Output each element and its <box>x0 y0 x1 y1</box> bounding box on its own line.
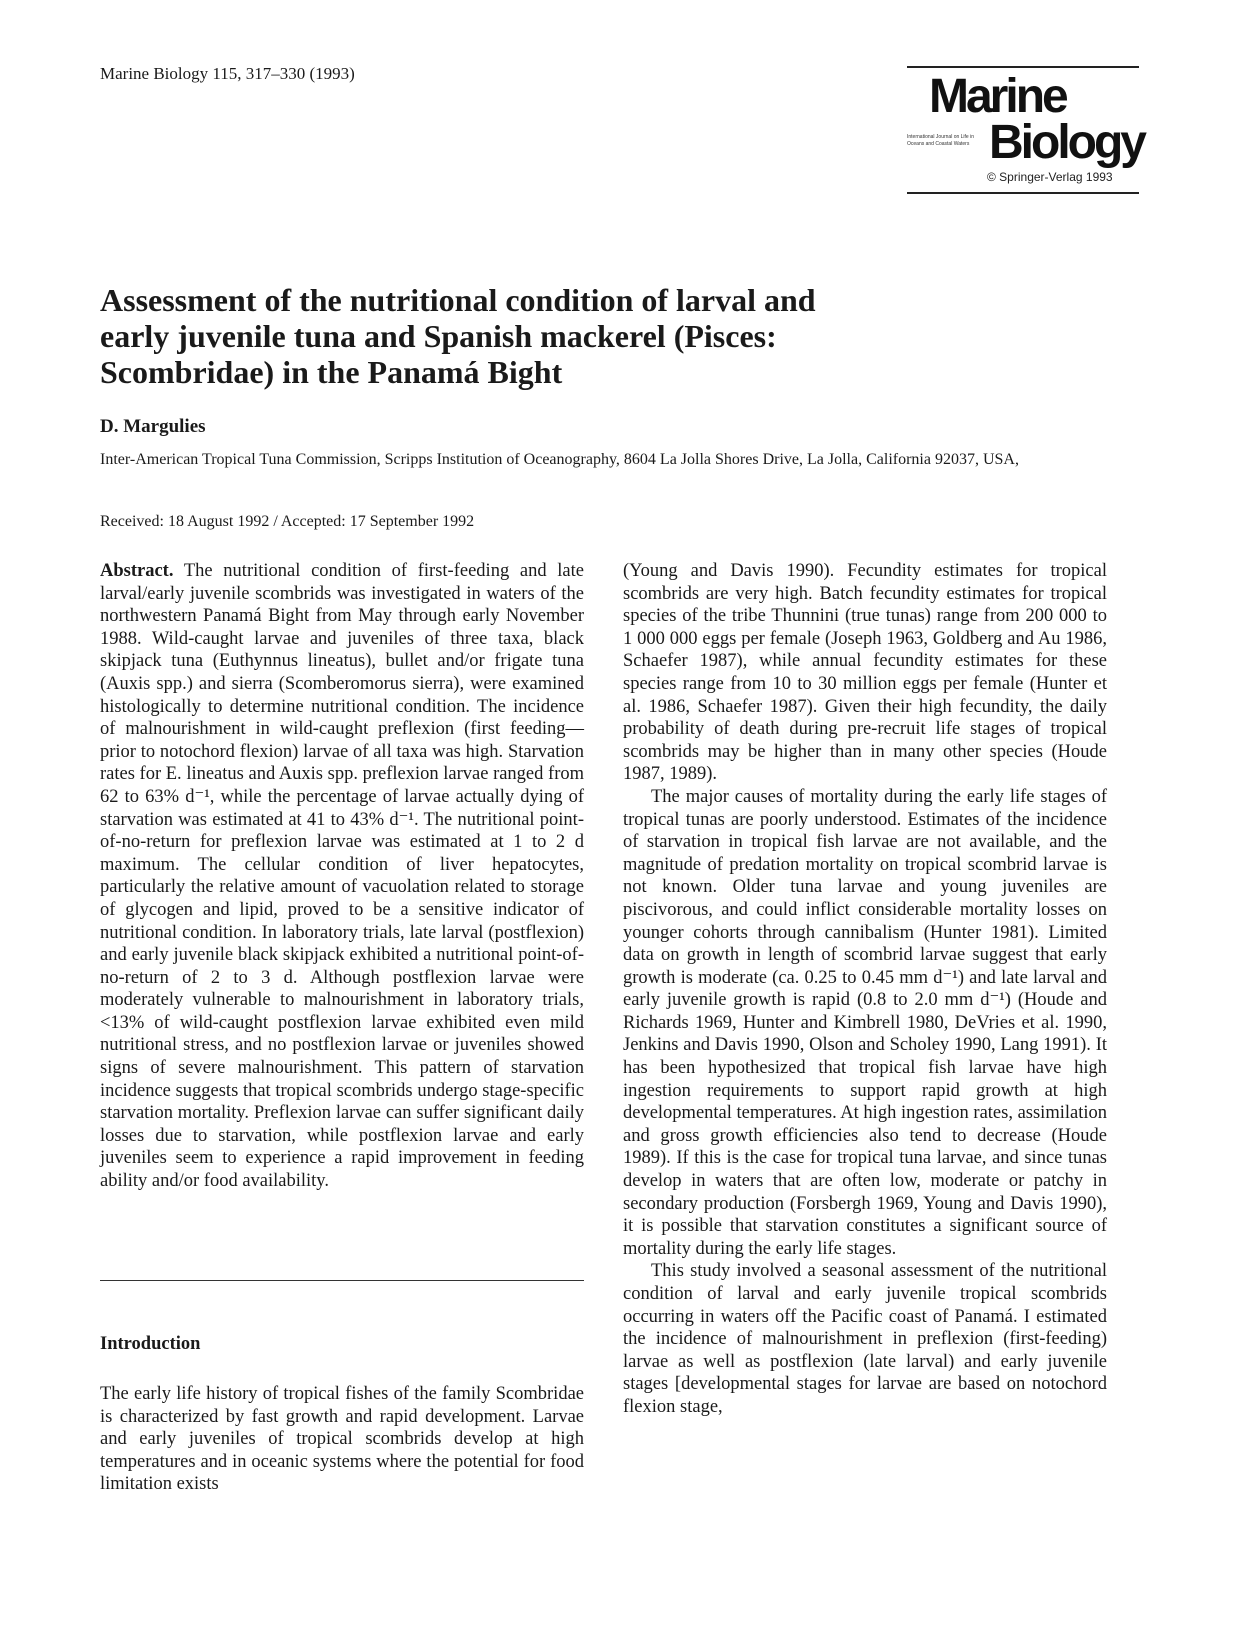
logo-title-biology: Biology <box>989 116 1144 169</box>
left-column <box>100 560 584 1193</box>
journal-logo <box>907 66 1144 194</box>
abstract-paragraph <box>100 560 584 1193</box>
author-name: D. Margulies <box>100 416 206 437</box>
right-paragraph-3: This study involved a seasonal assessment of the nutritional condition of larval and early juvenile tropical scombrids occurring in waters off the Pacific coast of Panamá. I estimated the incidence of malnourishment in preflexion (first-feeding) larvae as well as postflexion (late larval) and early juvenile stages [developmental stages for larvae are based on notochord flexion stage, <box>623 1261 1107 1417</box>
abstract-label: Abstract. <box>100 561 174 581</box>
right-paragraph-1: (Young and Davis 1990). Fecundity estimates for tropical scombrids are very high. Batch fecundity estimates for tropical species of the tribe Thunnini (true tunas) range from 200 000 to 1 000 000 eggs per female (Joseph 1963, Goldberg and Au 1986, Schaefer 1987), while annual fecundity estimates for these species range from 10 to 30 million eggs per female (Hunter et al. 1986, Schaefer 1987). Given their high fecundity, the daily probability of death during pre-recruit life stages of tropical scombrids may be higher than in many other species (Houde 1987, 1989). <box>623 561 1107 785</box>
right-column <box>623 560 1107 1419</box>
right-paragraph-2: The major causes of mortality during the early life stages of tropical tunas are poorly understood. Estimates of the incidence of starvation in tropical fish larvae are not available, and the magnitude of predation mortality on tropical scombrid larvae is not known. Older tuna larvae and young juveniles are piscivorous, and could inflict considerable mortality losses on younger cohorts through cannibalism (Hunter 1981). Limited data on growth in length of scombrid larvae suggest that early growth is moderate (ca. 0.25 to 0.45 mm d⁻¹) and late larval and early juvenile growth is rapid (0.8 to 2.0 mm d⁻¹) (Houde and Richards 1969, Hunter and Kimbrell 1980, DeVries et al. 1990, Jenkins and Davis 1990, Olson and Scholey 1990, Lang 1991). It has been hypothesized that tropical fish larvae have high ingestion requirements to support rapid growth at high developmental temperatures. At high ingestion rates, assimilation and gross growth efficiencies also tend to decrease (Houde 1989). If this is the case for tropical tuna larvae, and since tunas develop in waters that are often low, moderate or patchy in secondary production (Forsbergh 1969, Young and Davis 1990), it is possible that starvation constitutes a significant source of mortality during the early life stages. <box>623 786 1107 1259</box>
abstract-text: The nutritional condition of first-feeding and late larval/early juvenile scombrids was investigated in waters of the northwestern Panamá Bight from May through early November 1988. Wild-caught larvae and juveniles of three taxa, black skipjack tuna (Euthynnus lineatus), bullet and/or frigate tuna (Auxis spp.) and sierra (Scomberomorus sierra), were examined histologically to determine nutritional condition. The incidence of malnourishment in wild-caught preflexion (first feeding—prior to notochord flexion) larvae of all taxa was high. Starvation rates for E. lineatus and Auxis spp. preflexion larvae ranged from 62 to 63% d⁻¹, while the percentage of larvae actually dying of starvation was estimated at 41 to 43% d⁻¹. The nutritional point-of-no-return for preflexion larvae was estimated at 1 to 2 d maximum. The cellular condition of liver hepatocytes, particularly the relative amount of vacuolation related to storage of glycogen and lipid, proved to be a sensitive indicator of nutritional condition. In laboratory trials, late larval (postflexion) and early juvenile black skipjack exhibited a nutritional point-of-no-return of 2 to 3 d. Although postflexion larvae were moderately vulnerable to malnourishment in laboratory trials, <13% of wild-caught postflexion larvae exhibited even mild nutritional stress, and no postflexion larvae or juveniles showed signs of severe malnourishment. This pattern of starvation incidence suggests that tropical scombrids undergo stage-specific starvation mortality. Preflexion larvae can suffer significant daily losses due to starvation, while postflexion larvae and early juveniles seem to experience a rapid improvement in feeding ability and/or food availability. <box>100 561 584 1192</box>
logo-subtitle: International Journal on Life in Oceans and Coastal Waters <box>907 134 974 147</box>
introduction-heading: Introduction <box>100 1334 201 1354</box>
introduction-paragraph: The early life history of tropical fishes of the family Scombridae is characterized by fast growth and rapid development. Larvae and early juveniles of tropical scombrids develop at high temperatures and in oceanic systems where the potential for food limitation exists <box>100 1384 584 1495</box>
logo-copyright: © Springer-Verlag 1993 <box>987 170 1113 184</box>
journal-citation: Marine Biology 115, 317–330 (1993) <box>100 64 355 83</box>
abstract-divider <box>100 1280 584 1281</box>
received-accepted-dates: Received: 18 August 1992 / Accepted: 17 September 1992 <box>100 513 475 530</box>
logo-rule-bottom <box>907 192 1139 194</box>
logo-title-marine: Marine <box>929 70 1066 123</box>
article-title: Assessment of the nutritional condition of larval and early juvenile tuna and Spanish mackerel (Pisces: Scombridae) in the Panamá Bight <box>100 282 816 390</box>
author-affiliation: Inter-American Tropical Tuna Commission, Scripps Institution of Oceanography, 8604 La Jolla Shores Drive, La Jolla, California 92037, USA, <box>100 451 1019 468</box>
logo-rule-top <box>907 66 1139 68</box>
